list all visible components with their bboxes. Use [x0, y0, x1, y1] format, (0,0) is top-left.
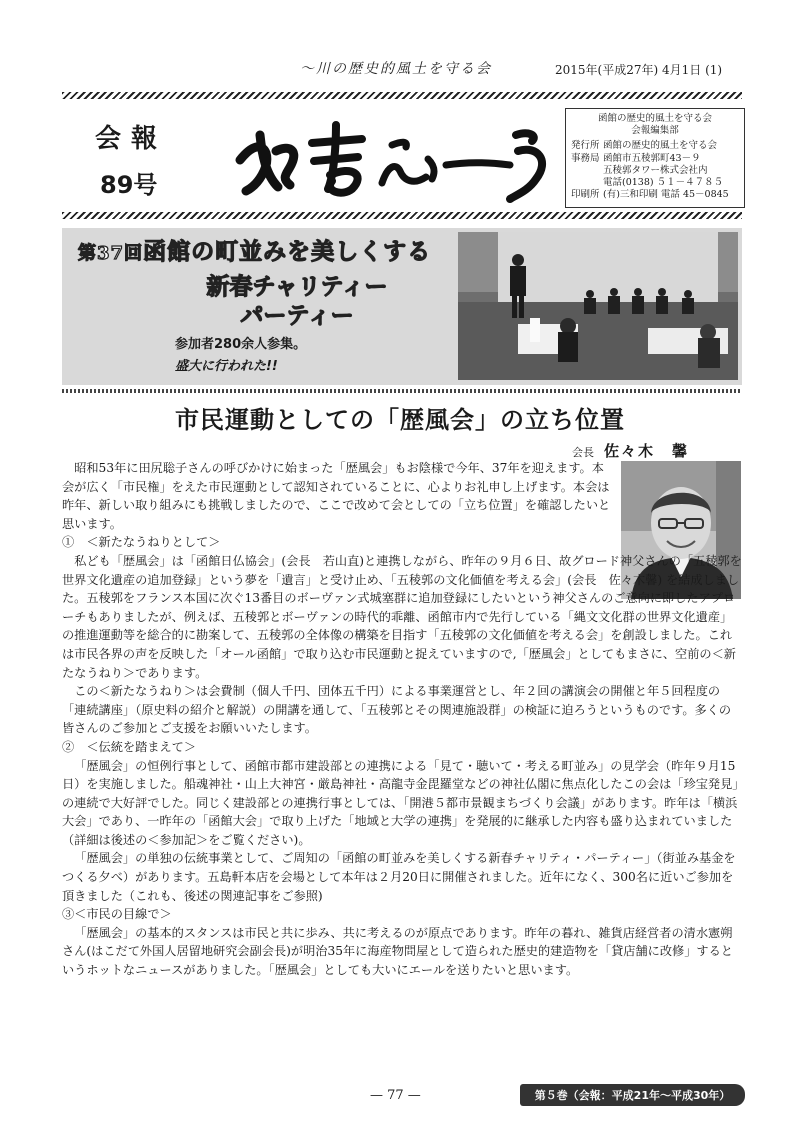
article-body — [62, 459, 742, 980]
publisher-row: 電話(0138) ５１－４７８５ — [603, 177, 724, 189]
banner-title-line1: 第37回函館の町並みを美しくする — [78, 238, 432, 265]
section-heading: ③＜市民の目線で＞ — [62, 907, 172, 922]
banner-title-line2: 新春チャリティー — [206, 273, 388, 300]
article-headline: 市民運動としての「歴風会」の立ち位置 — [175, 405, 625, 434]
publisher-org: 函館の歴史的風土を守る会 — [597, 113, 712, 124]
paragraph: 私ども「歴風会」は「函館日仏協会」(会長 若山直)と連携しながら、昨年の９月６日、故グロード神父さんの「五稜郭を世界文化遺産の追加登録」という夢を「遺言」と受け止め、「五稜郭の文化価値を考える会」(会長 佐々木馨) を結成しました。五稜郭をフランス本国に次ぐ13番目のボーヴァン式城塞群に追加登録にしたいという神父さんのご意向に即したアプローチもありましたが、例えば、五稜郭とボーヴァンの時代的乖離、函館市内で先行している「縄文文化群の世界文化遺産」の推進運動等を総合的に勘案して、五稜郭の全体像の構築を目指す「五稜郭の文化価値を考える会」を創設しました。これは市民各界の声を反映した「オール函館」で取り込む市民運動と捉えていますので,「歴風会」としてもまさに、空前の＜新たなうねり＞であります。 — [62, 553, 742, 680]
paragraph: 「歴風会」の恒例行事として、函館市都市建設部との連携による「見て・聴いて・考える町並み」の見学会（昨年９月15日）を実施しました。船魂神社・山上大神宮・厳島神社・高龍寺金毘羅堂などの神社仏閣に焦点化したこの会は「珍宝発見」の連続で大好評でした。同じく建設部との連携行事としては、「開港５都市景観まちづくり会議」があります。昨年は「横浜大会」であり、一昨年の「函館大会」で取り上げた「地域と大学の連携」を発展的に継承した内容も盛り込まれていました（詳細は後述の＜参加記＞をご覧ください)。 — [62, 758, 739, 847]
banner-subtitle-2: 盛大に行われた!! — [175, 359, 278, 374]
publisher-row: 事務局 函館市五稜郭町43－９ — [571, 152, 701, 164]
banner-subtitle-1: 参加者280余人参集。 — [175, 337, 307, 352]
wavy-divider-top — [62, 92, 742, 99]
paragraph: 「歴風会」の基本的スタンスは市民と共に歩み、共に考えるのが原点であります。昨年の暮れ、雑貨店経営者の清水憲朔さん(はこだて外国人居留地研究会副会長)が明治35年に海産物問屋として造られた歴史的建造物を「貸店舗に改修」するというホットなニュースがありました。「歴風会」としても大いにエールを送りたいと思います。 — [62, 925, 733, 978]
article-author — [572, 440, 689, 461]
newsletter-label: 会報 — [95, 124, 168, 154]
author-name: 佐々木 馨 — [604, 442, 690, 460]
page-number: — 77 — — [370, 1088, 421, 1103]
publisher-dept: 会報編集部 — [631, 125, 679, 137]
rekifu-logo — [232, 105, 552, 205]
event-photo — [458, 232, 738, 380]
section-heading: ② ＜伝統を踏まえて＞ — [62, 739, 197, 754]
publisher-row: 発行所 函館の歴史的風土を守る会 — [571, 140, 718, 152]
header-slogan: 〜川の歴史的風土を守る会 — [300, 61, 492, 77]
publisher-row: 印刷所 (有)三和印刷 電話 45－0845 — [571, 189, 729, 201]
banner-title-line3: パーティー — [240, 302, 354, 329]
publisher-box — [565, 108, 745, 208]
publisher-row: 五稜郭タワー株式会社内 — [603, 164, 708, 176]
section-heading: ① ＜新たなうねりとして＞ — [62, 535, 221, 550]
issue-date: 2015年(平成27年) 4月1日 (1) — [555, 63, 723, 77]
author-role: 会長 — [572, 446, 594, 459]
paragraph: 「歴風会」の単独の伝統事業として、ご周知の「函館の町並みを美しくする新春チャリティ・パーティー」（街並み基金をつくる夕べ）があります。五島軒本店を会場として本年は２月20日に開催されました。近年になく、300名に近いご参加を頂きました（これも、後述の関連記事をご参照) — [62, 851, 736, 903]
volume-tag: 第５巻（会報：平成21年〜平成30年） — [520, 1084, 745, 1106]
dotted-divider — [62, 389, 742, 393]
paragraph: この＜新たなうねり＞は会費制（個人千円、団体五千円）による事業運営とし、年２回の講演会の開催と年５回程度の「連続講座」（原史料の紹介と解説）の開講を通して、「五稜郭とその関連施設群」の検証に迫ろうというものです。多くの皆さんのご参加とご支援をお願いいたします。 — [62, 684, 732, 736]
issue-number: 89号 — [100, 171, 158, 199]
wavy-divider-bottom — [62, 212, 742, 219]
paragraph: 昭和53年に田尻聡子さんの呼びかけに始まった「歴風会」もお陰様で今年、37年を迎えます。本会が広く「市民権」をえた市民運動として認知されていることに、心よりお礼申し上げます。本会は昨年、新しい取り組みにも挑戦しましたので、ここで改めて会としての「立ち位置」を確認したいと思います。 — [62, 461, 611, 531]
